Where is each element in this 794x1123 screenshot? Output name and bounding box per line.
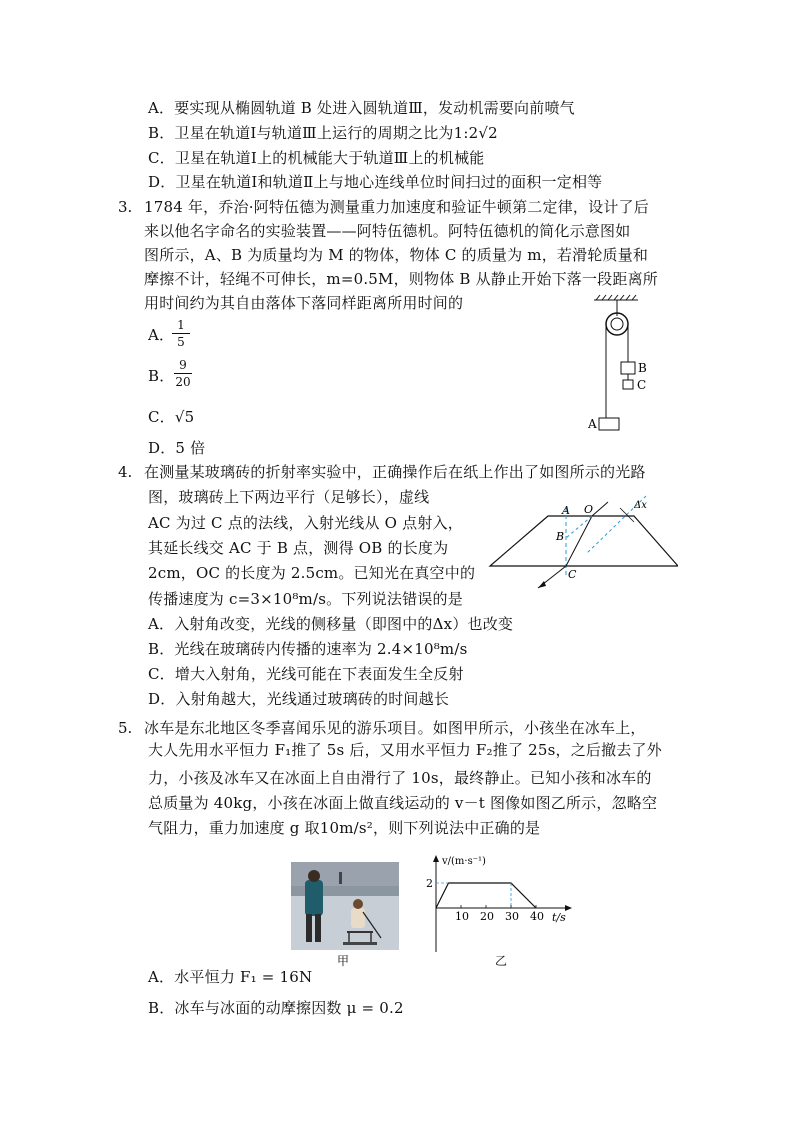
fraction-bar [174, 373, 192, 374]
q5-stem-line: 大人先用水平恒力 F₁推了 5s 后，又用水平恒力 F₂推了 25s，之后撤去了外 [148, 741, 662, 759]
q3-option-a-label: A． [148, 326, 175, 344]
q5-option-a: A．水平恒力 F₁ = 16N [148, 968, 313, 986]
v-t-chart [418, 852, 576, 960]
x-axis-arrow [565, 905, 572, 911]
q5-stem-line: 力，小孩及冰车又在冰面上自由滑行了 10s，最终静止。已知小孩和冰车的 [148, 769, 652, 787]
q4-number: 4. [118, 463, 133, 481]
q4-stem-line: 图，玻璃砖上下两边平行（足够长），虚线 [148, 488, 430, 506]
glass-brick-outline [490, 516, 678, 566]
q4-stem-line: 2cm，OC 的长度为 2.5cm。已知光在真空中的 [148, 564, 476, 582]
q4-option-c: C．增大入射角，光线可能在下表面发生全反射 [148, 665, 464, 683]
caption-jia: 甲 [337, 954, 350, 968]
q2-option-c: C．卫星在轨道Ⅰ上的机械能大于轨道Ⅲ上的机械能 [148, 149, 485, 167]
pulley-hub [611, 318, 623, 330]
q4-stem-line: 在测量某玻璃砖的折射率实验中，正确操作后在纸上作出了如图所示的光路 [144, 463, 646, 481]
x-tick-label: 40 [530, 910, 544, 923]
q4-stem-line: 其延长线交 AC 于 B 点，测得 OB 的长度为 [148, 539, 449, 557]
atwood-machine-figure [588, 294, 650, 434]
caption-yi: 乙 [495, 954, 508, 968]
child-figure [351, 908, 365, 928]
label-a: A [562, 504, 570, 517]
q3-option-a-fraction [170, 318, 192, 349]
q2-option-b: B．卫星在轨道Ⅰ与轨道Ⅲ上运行的周期之比为1:2√2 [148, 124, 498, 142]
q3-option-b-fraction [172, 358, 194, 389]
incident-extension [566, 516, 592, 538]
v-t-series-line [436, 883, 536, 908]
block-a [599, 418, 619, 430]
incident-ray [592, 502, 608, 516]
q2-option-a: A．要实现从椭圆轨道 B 处进入圆轨道Ⅲ，发动机需要向前喷气 [148, 99, 575, 117]
y-axis-label: v/(m·s⁻¹) [442, 856, 486, 867]
q4-option-b: B．光线在玻璃砖内传播的速率为 2.4×10⁸m/s [148, 640, 468, 658]
refracted-ray [566, 516, 592, 566]
y-tick-label: 2 [426, 877, 433, 890]
fraction-numerator: 9 [179, 358, 187, 372]
x-tick-label: 30 [505, 910, 519, 923]
q5-stem-line: 冰车是东北地区冬季喜闻乐见的游乐项目。如图甲所示，小孩坐在冰车上， [144, 719, 646, 737]
q3-stem-line: 摩擦不计，轻绳不可伸长，m=0.5M，则物体 B 从静止开始下落一段距离所 [144, 270, 658, 288]
block-b [621, 362, 635, 374]
block-b-label: B [638, 361, 647, 375]
q5-option-b: B．冰车与冰面的动摩擦因数 μ = 0.2 [148, 999, 404, 1017]
x-tick-label: 20 [480, 910, 494, 923]
block-c-label: C [637, 378, 647, 392]
q3-stem-line: 图所示，A、B 为质量均为 M 的物体，物体 C 的质量为 m，若滑轮质量和 [144, 246, 649, 264]
x-axis-label: t/s [552, 911, 566, 924]
q3-option-c: C．√5 [148, 408, 195, 426]
fraction-bar [172, 333, 190, 334]
q4-stem-line: 传播速度为 c=3×10⁸m/s。下列说法错误的是 [148, 590, 463, 608]
q5-stem-line: 气阻力，重力加速度 g 取10m/s²，则下列说法中正确的是 [148, 819, 541, 837]
q5-number: 5. [118, 719, 133, 737]
q4-stem-line: AC 为过 C 点的法线，入射光线从 O 点射入， [148, 514, 463, 532]
adult-figure [305, 880, 323, 916]
q3-option-b-label: B． [148, 367, 175, 385]
q3-stem-line: 用时间约为其自由落体下落同样距离所用时间的 [144, 294, 464, 312]
label-b: B [556, 530, 565, 543]
pulley-wheel [606, 313, 628, 335]
glass-brick-figure [486, 494, 678, 594]
q3-number: 3. [118, 198, 133, 216]
y-axis-arrow [433, 855, 439, 862]
block-c [623, 380, 633, 389]
fraction-denominator: 20 [175, 375, 191, 389]
label-c: C [568, 568, 577, 581]
q3-stem-line: 1784 年，乔治·阿特伍德为测量重力加速度和验证牛顿第二定律，设计了后 [144, 198, 649, 216]
q3-stem-line: 来以他名字命名的实验装置——阿特伍德机。阿特伍德机的简化示意图如 [144, 222, 631, 240]
q3-option-d: D．5 倍 [148, 439, 206, 457]
label-delta-x: Δx [634, 500, 647, 511]
label-o: O [584, 503, 594, 516]
chart-marks [426, 877, 544, 923]
fraction-numerator: 1 [177, 318, 185, 332]
ice-sled-photo-drawing [291, 862, 399, 950]
q5-stem-line: 总质量为 40kg，小孩在冰面上做直线运动的 v－t 图像如图乙所示，忽略空 [148, 794, 658, 812]
fraction-denominator: 5 [177, 335, 185, 349]
q4-option-d: D．入射角越大，光线通过玻璃砖的时间越长 [148, 690, 450, 708]
q2-option-d: D．卫星在轨道Ⅰ和轨道Ⅱ上与地心连线单位时间扫过的面积一定相等 [148, 173, 603, 191]
x-tick-label: 10 [455, 910, 469, 923]
block-a-label: A [588, 417, 597, 431]
ceiling-hatch [594, 295, 638, 300]
ice-sled-photo [291, 862, 399, 950]
q4-option-a: A．入射角改变，光线的侧移量（即图中的Δx）也改变 [148, 615, 514, 633]
